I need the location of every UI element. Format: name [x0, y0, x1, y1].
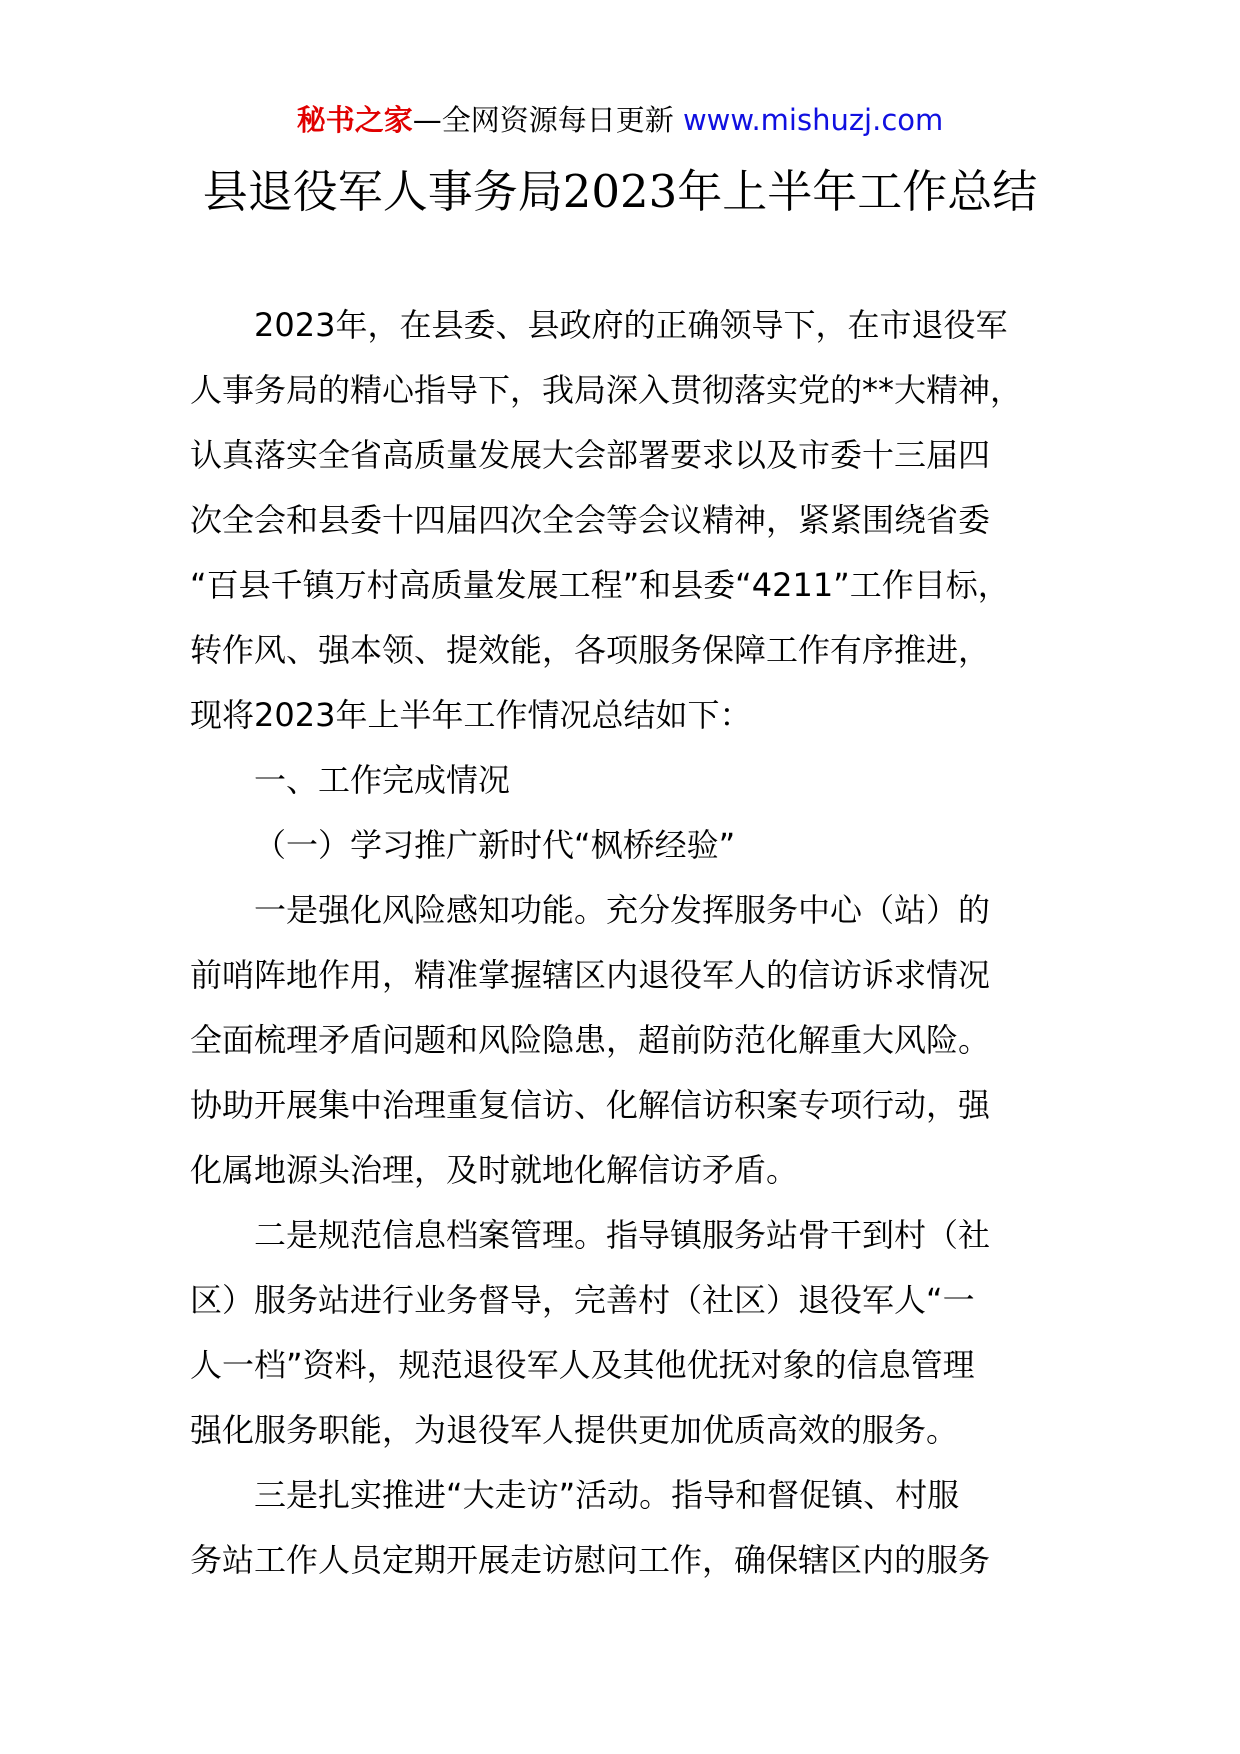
- body-line: 二是规范信息档案管理。指导镇服务站骨干到村（社: [254, 1216, 991, 1254]
- document-body: [190, 293, 1090, 1593]
- body-line: 三是扎实推进“大走访”活动。指导和督促镇、村服: [254, 1476, 960, 1514]
- body-line: 区）服务站进行业务督导，完善村（社区）退役军人“一: [190, 1281, 975, 1319]
- body-line: “百县千镇万村高质量发展工程”和县委“4211”工作目标，: [190, 566, 1010, 604]
- site-url-link[interactable]: www.mishuzj.com: [682, 103, 944, 137]
- body-line: 次全会和县委十四届四次全会等会议精神，紧紧围绕省委: [190, 501, 991, 539]
- body-line: 现将2023年上半年工作情况总结如下：: [190, 696, 752, 734]
- body-line: 强化服务职能，为退役军人提供更加优质高效的服务。: [190, 1411, 959, 1449]
- body-line: 人一档”资料，规范退役军人及其他优抚对象的信息管理: [190, 1346, 975, 1384]
- body-line: 前哨阵地作用，精准掌握辖区内退役军人的信访诉求情况: [190, 956, 991, 994]
- body-line: 认真落实全省高质量发展大会部署要求以及市委十三届四: [190, 436, 991, 474]
- body-line: 一是强化风险感知功能。充分发挥服务中心（站）的: [254, 891, 991, 929]
- site-banner: [0, 100, 1240, 140]
- brand-name: 秘书之家: [296, 103, 413, 137]
- body-line: 2023年，在县委、县政府的正确领导下，在市退役军: [254, 306, 1008, 344]
- body-line: 协助开展集中治理重复信访、化解信访积案专项行动，强: [190, 1086, 991, 1124]
- body-line: 人事务局的精心指导下，我局深入贯彻落实党的**大精神，: [190, 371, 1023, 409]
- subsection-heading: （一）学习推广新时代“枫桥经验”: [254, 826, 736, 864]
- banner-slogan: —全网资源每日更新: [412, 103, 683, 137]
- body-line: 化属地源头治理，及时就地化解信访矛盾。: [190, 1151, 799, 1189]
- section-heading: 一、工作完成情况: [254, 761, 511, 799]
- body-line: 务站工作人员定期开展走访慰问工作，确保辖区内的服务: [190, 1541, 991, 1579]
- body-line: 全面梳理矛盾问题和风险隐患，超前防范化解重大风险。: [190, 1021, 991, 1059]
- document-title: 县退役军人事务局2023年上半年工作总结: [202, 165, 1038, 218]
- body-line: 转作风、强本领、提效能，各项服务保障工作有序推进，: [190, 631, 991, 669]
